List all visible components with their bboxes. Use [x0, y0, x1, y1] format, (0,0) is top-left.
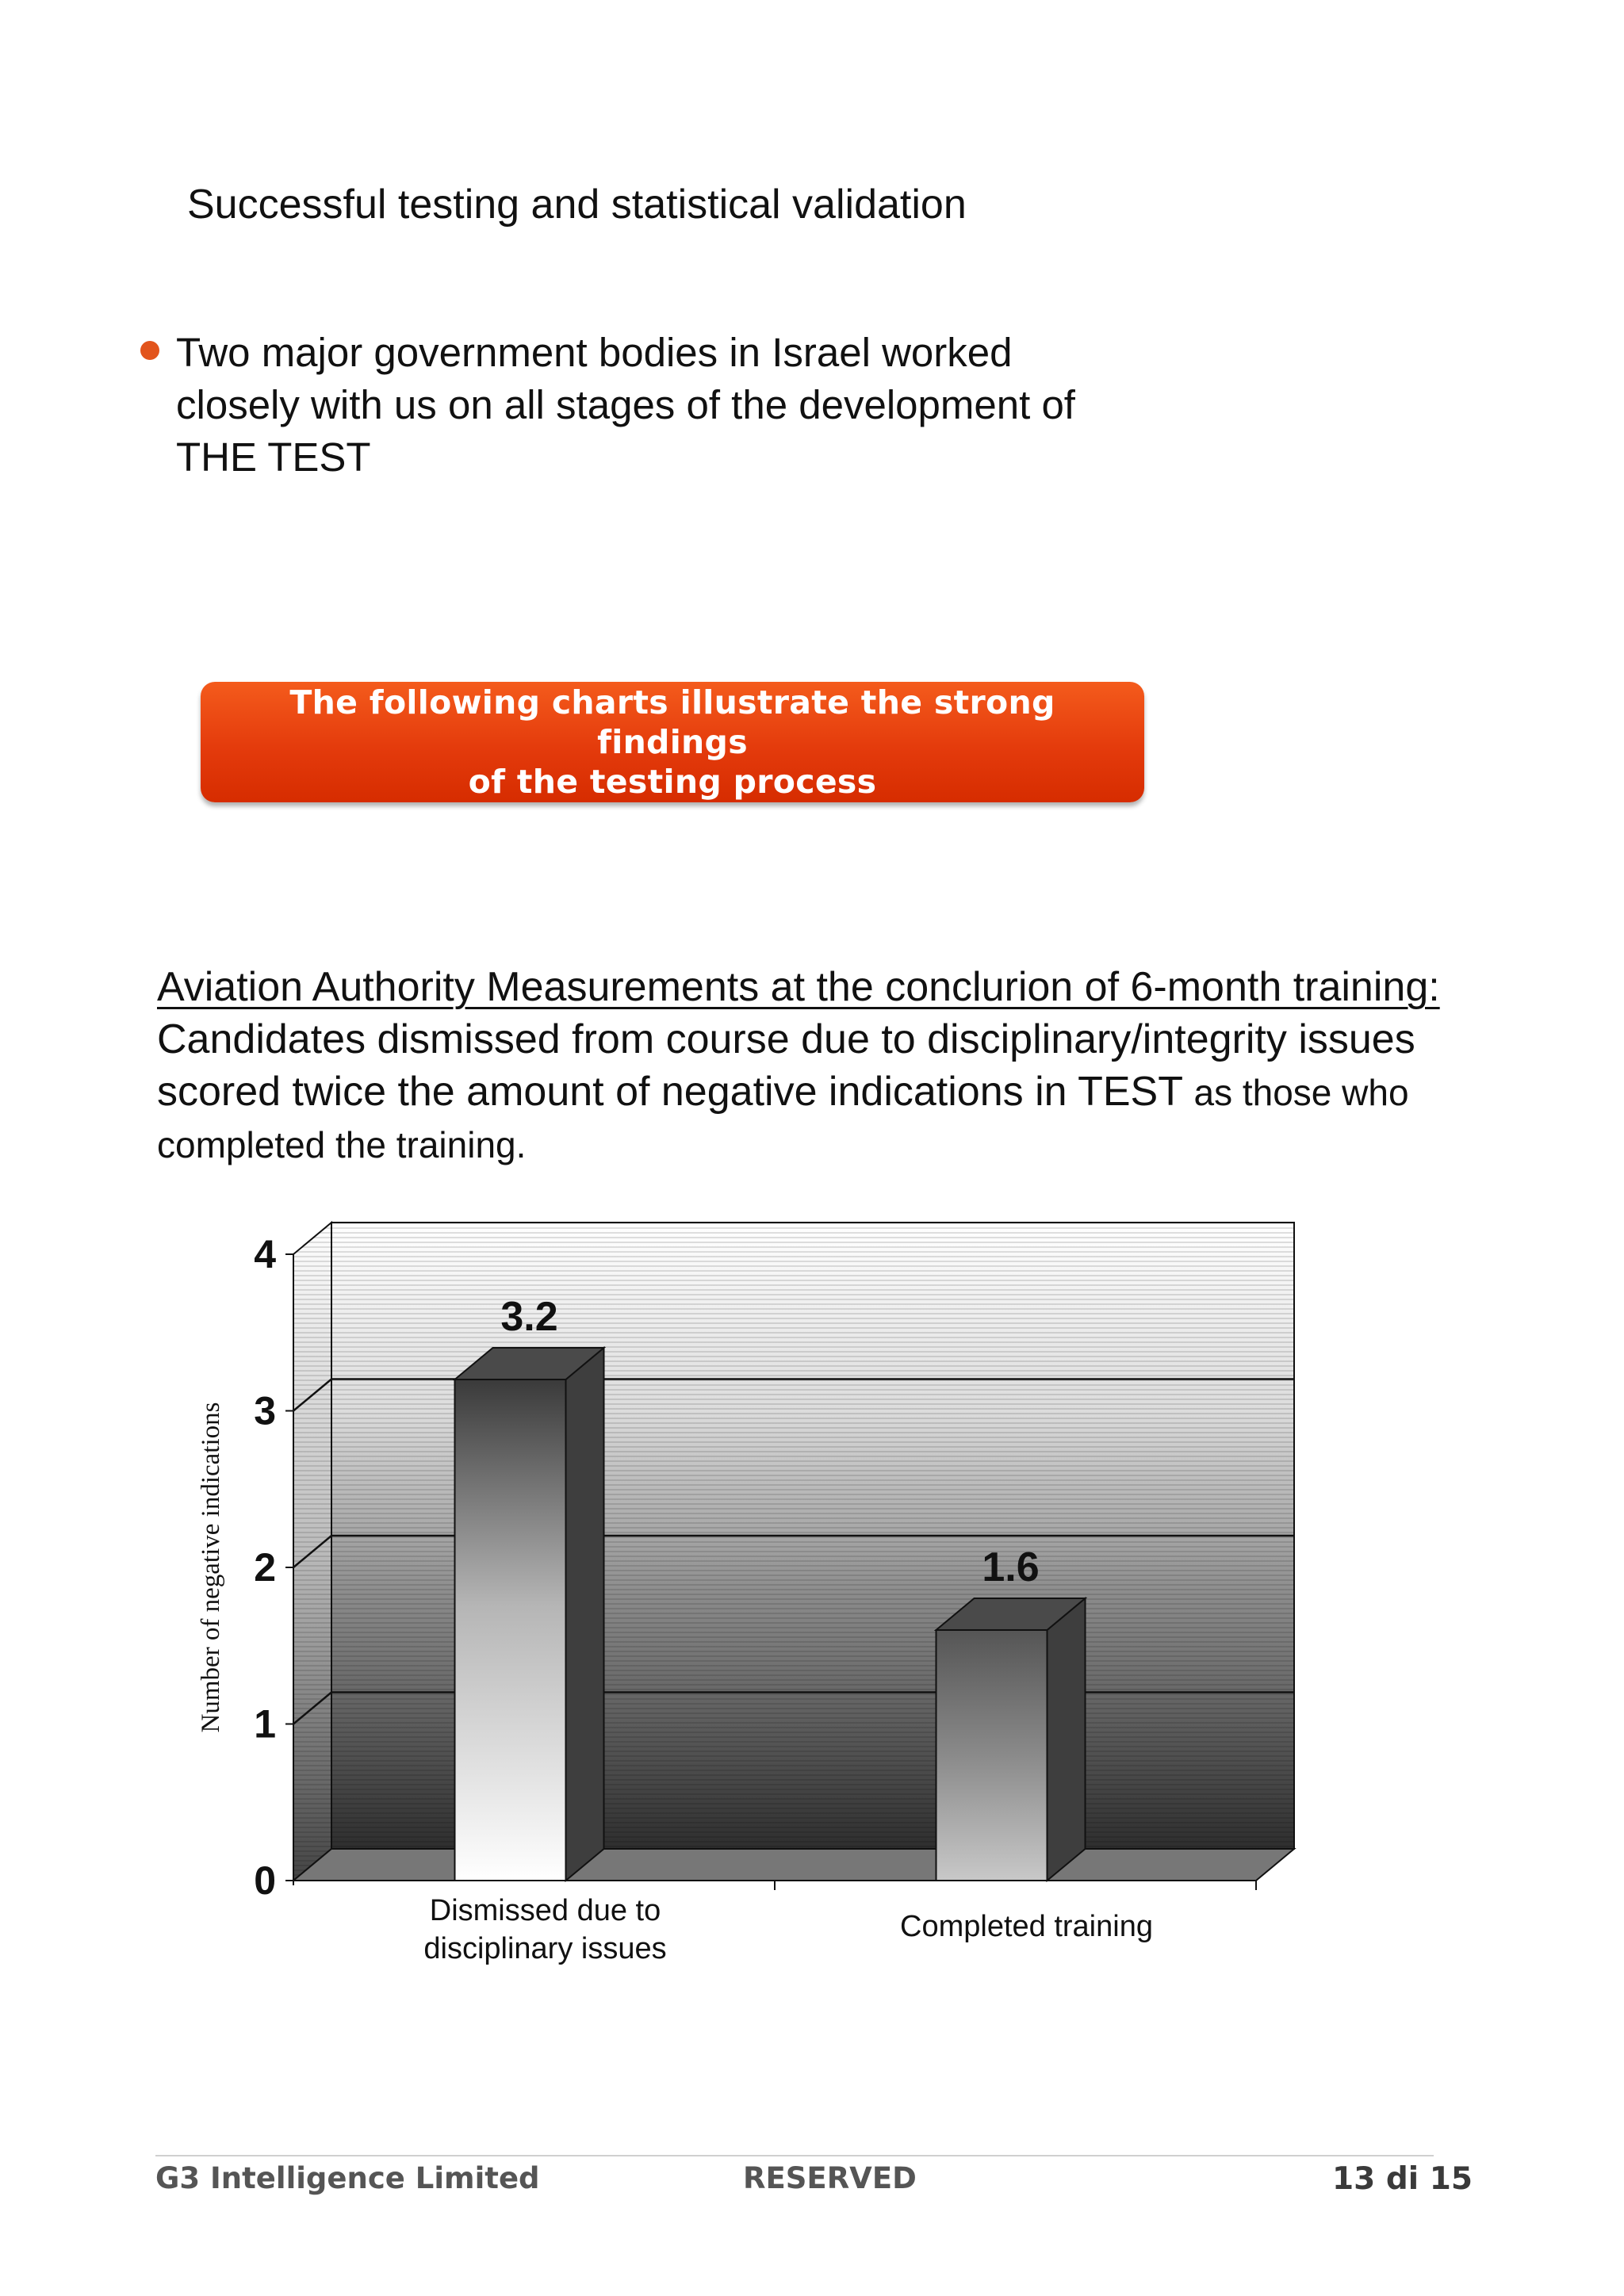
bullet-text	[176, 327, 1207, 484]
bar-chart	[174, 1165, 1316, 1974]
y-tick-label: 1	[254, 1701, 276, 1747]
bar-data-label: 1.6	[982, 1544, 1040, 1590]
chart-caption	[157, 961, 1584, 1171]
bullet-line: THE TEST	[176, 434, 371, 480]
orange-bullet-icon	[140, 341, 159, 360]
banner-line: of the testing process	[468, 763, 877, 801]
bullet-line: Two major government bodies in Israel worked	[176, 330, 1013, 375]
bar-data-label: 3.2	[500, 1294, 558, 1340]
banner-text	[213, 683, 1132, 802]
banner-line: The following charts illustrate the strong findings	[289, 683, 1055, 761]
caption-line: completed the training.	[157, 1124, 527, 1165]
x-category-label: Dismissed due to	[429, 1894, 661, 1927]
bar	[455, 1380, 566, 1881]
footer-classification: RESERVED	[743, 2161, 917, 2195]
caption-title: Aviation Authority Measurements at the conclurion of 6-month training:	[157, 964, 1440, 1010]
y-tick-label: 4	[254, 1232, 276, 1276]
footer-company: G3 Intelligence Limited	[155, 2161, 540, 2195]
chart-floor	[293, 1849, 1294, 1881]
bar	[936, 1630, 1048, 1881]
caption-line	[157, 1066, 1584, 1119]
footer-page-number: 13 di 15	[1332, 2161, 1473, 2197]
footer-divider	[155, 2155, 1434, 2156]
bar-side	[1048, 1598, 1086, 1881]
x-category-label: disciplinary issues	[423, 1932, 667, 1965]
bar-side	[566, 1348, 604, 1881]
y-axis-title: Number of negative indications	[197, 1402, 225, 1733]
y-tick-label: 3	[254, 1388, 276, 1433]
y-tick-label: 0	[254, 1858, 276, 1903]
findings-banner	[201, 682, 1144, 802]
y-tick-label: 2	[254, 1545, 276, 1590]
caption-line-small: as those who	[1193, 1072, 1409, 1113]
x-category-label: Completed training	[900, 1910, 1153, 1943]
caption-line: Candidates dismissed from course due to disciplinary/integrity issues	[157, 1016, 1415, 1062]
caption-line-main: scored twice the amount of negative indications in TEST	[157, 1069, 1183, 1115]
bullet-line: closely with us on all stages of the development of	[176, 382, 1075, 427]
page-heading: Successful testing and statistical validation	[187, 182, 967, 228]
